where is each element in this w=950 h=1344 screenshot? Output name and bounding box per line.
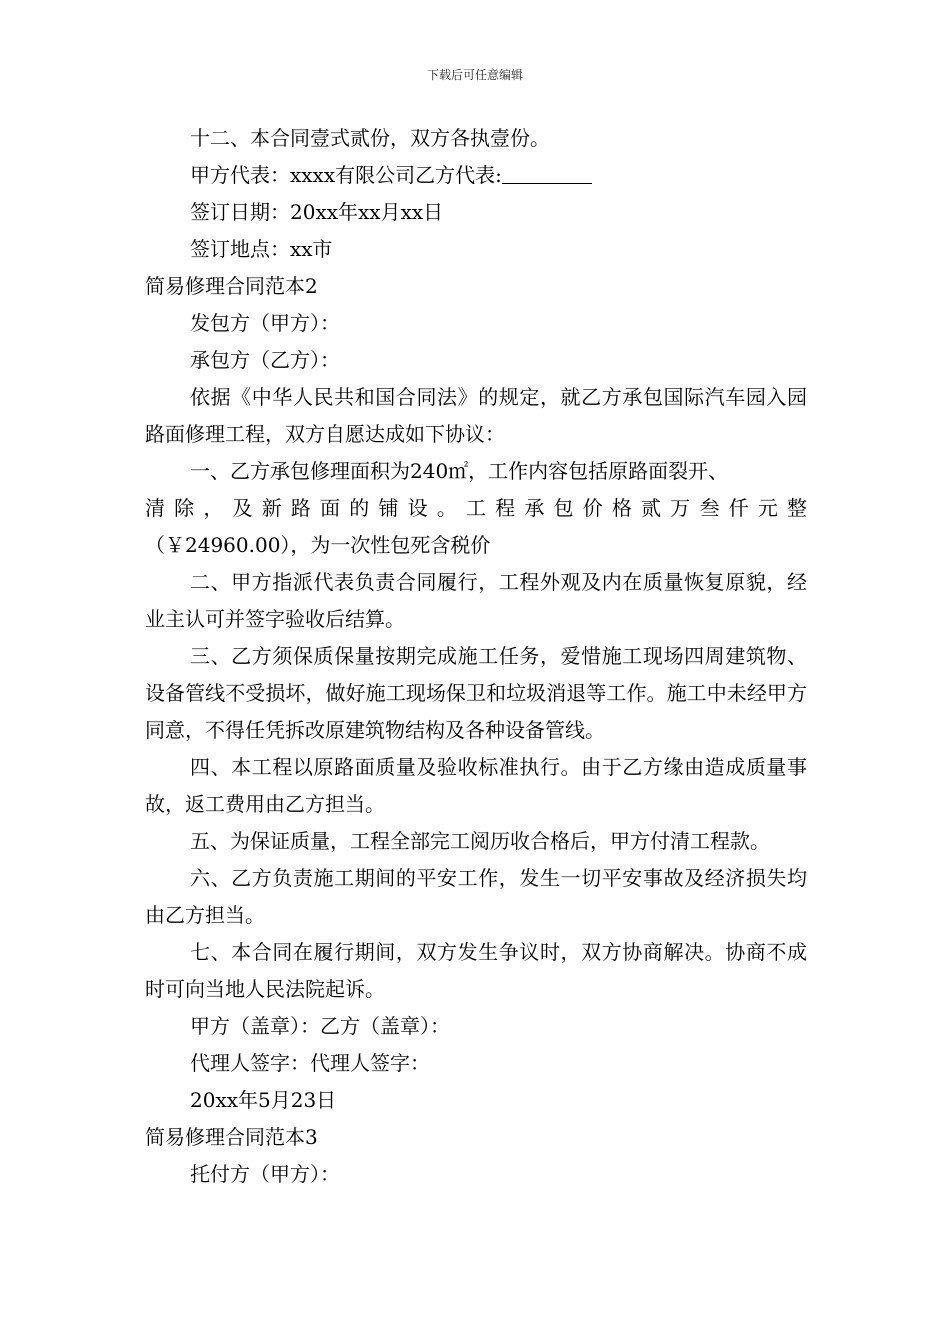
client-party-line: 托付方（甲方）： <box>190 1162 340 1186</box>
agent-signature-line: 代理人签字：代理人签字： <box>190 1051 430 1075</box>
party-b-line: 承包方（乙方）： <box>190 348 340 372</box>
section-title-2: 简易修理合同范本2 <box>145 274 318 298</box>
clause-6: 六、乙方负责施工期间的平安工作，发生一切平安事故及经济损失均由乙方担当。 <box>145 866 807 927</box>
clause-5: 五、为保证质量，工程全部完工阅历收合格后，甲方付清工程款。 <box>190 829 770 853</box>
clause-4: 四、本工程以原路面质量及验收标准执行。由于乙方缘由造成质量事故，返工费用由乙方担当。 <box>145 755 807 816</box>
representatives-line <box>145 157 807 194</box>
seal-line: 甲方（盖章）：乙方（盖章）： <box>190 1014 450 1038</box>
clause-2: 二、甲方指派代表负责合同履行，工程外观及内在质量恢复原貌，经业主认可并签字验收后结算。 <box>145 570 807 631</box>
signing-place: 签订地点：xx市 <box>190 237 333 261</box>
section-title-3: 简易修理合同范本3 <box>145 1125 318 1149</box>
document-body <box>145 120 807 1193</box>
clause-copies: 十二、本合同壹式贰份，双方各执壹份。 <box>190 126 550 150</box>
clause-1-line-3: （￥24960.00），为一次性包死含税价 <box>145 533 491 557</box>
clause-1-line-2: 清除，及新路面的铺设。工程承包价格贰万叁仟元整 <box>145 496 807 520</box>
clause-1-line-1: 一、乙方承包修理面积为240㎡，工作内容包括原路面裂开、 <box>190 459 729 483</box>
clause-3: 三、乙方须保质保量按期完成施工任务，爱惜施工现场四周建筑物、设备管线不受损坏，做好施工现场保卫和垃圾消退等工作。施工中未经甲方同意，不得任凭拆改原建筑物结构及各种设备管线。 <box>145 644 807 742</box>
signing-date: 签订日期：20xx年xx月xx日 <box>190 200 444 224</box>
intro-paragraph: 依据《中华人民共和国合同法》的规定，就乙方承包国际汽车园入园路面修理工程，双方自愿达成如下协议： <box>145 385 807 446</box>
representatives-text: 甲方代表：xxxx有限公司乙方代表: <box>190 163 502 187</box>
contract-date: 20xx年5月23日 <box>190 1088 337 1112</box>
page-header: 下载后可任意编辑 <box>426 68 523 82</box>
clause-7: 七、本合同在履行期间，双方发生争议时，双方协商解决。协商不成时可向当地人民法院起诉。 <box>145 940 807 1001</box>
party-a-line: 发包方（甲方）： <box>190 311 340 335</box>
signature-blank <box>502 163 592 184</box>
